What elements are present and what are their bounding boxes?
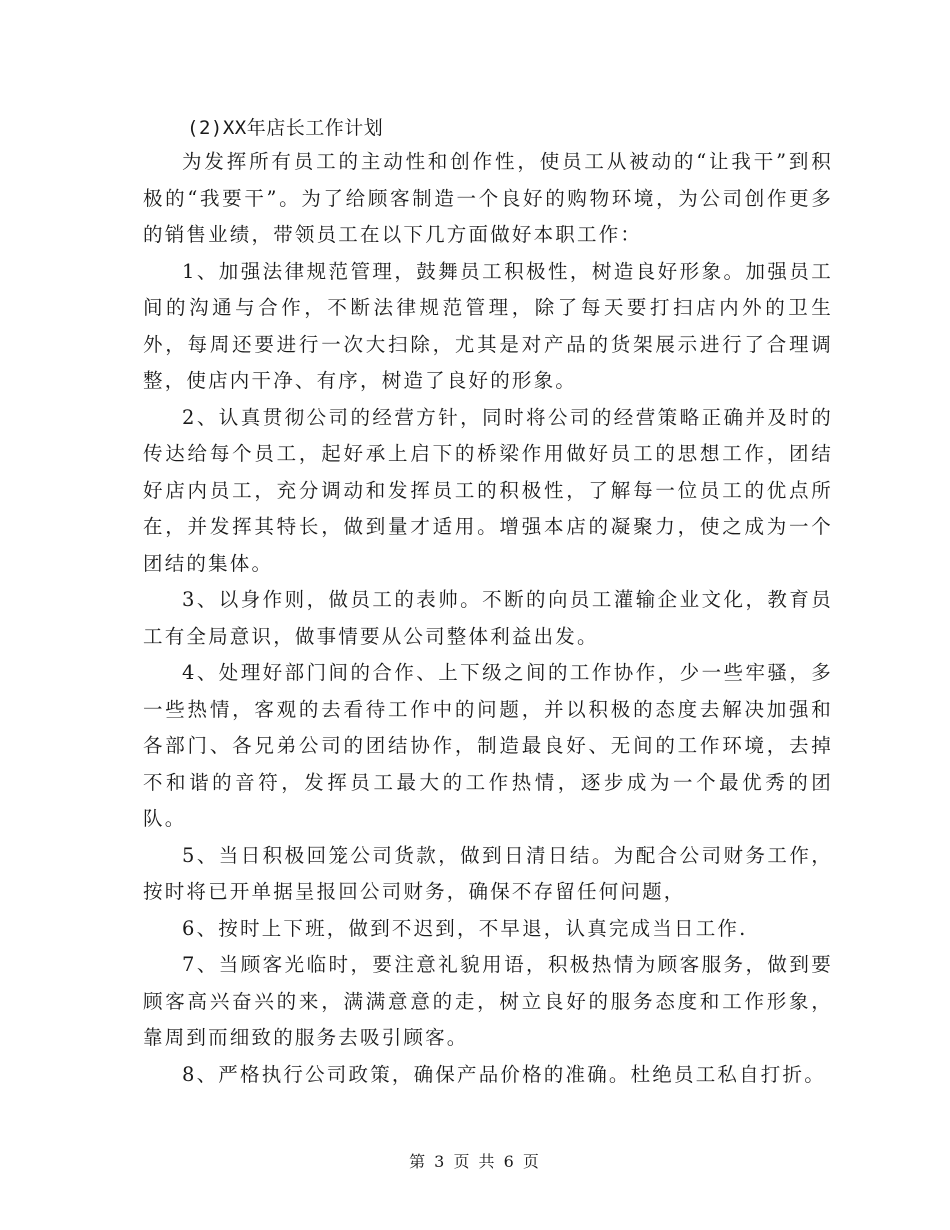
paragraph-item-8: 8、严格执行公司政策，确保产品价格的准确。杜绝员工私自打折。 [182,1062,826,1086]
section-title: (2)XX年店长工作计划 [187,117,384,139]
document-body [143,112,833,1093]
paragraph-item-2: 2、认真贯彻公司的经营方针，同时将公司的经营策略正确并及时的传达给每个员工，起好承上启下的桥梁作用做好员工的思想工作，团结好店内员工，充分调动和发挥员工的积极性，了解每一位员工的优点所在，并发挥其特长，做到量才适用。增强本店的凝聚力，使之成为一个团结的集体。 [143,405,833,575]
intro-paragraph: 为发挥所有员工的主动性和创作性，使员工从被动的“让我干”到积极的“我要干”。为了给顾客制造一个良好的购物环境，为公司创作更多的销售业绩，带领员工在以下几方面做好本职工作： [143,150,833,246]
paragraph-item-1: 1、加强法律规范管理，鼓舞员工积极性，树造良好形象。加强员工间的沟通与合作，不断法律规范管理，除了每天要打扫店内外的卫生外，每周还要进行一次大扫除，尤其是对产品的货架展示进行了合理调整，使店内干净、有序，树造了良好的形象。 [143,259,833,392]
paragraph-item-6: 6、按时上下班，做到不迟到，不早退，认真完成当日工作. [182,916,748,940]
paragraph-item-3: 3、以身作则，做员工的表帅。不断的向员工灌输企业文化，教育员工有全局意识，做事情要从公司整体利益出发。 [143,588,833,648]
paragraph-item-5: 5、当日积极回笼公司货款，做到日清日结。为配合公司财务工作，按时将已开单据呈报回公司财务，确保不存留任何问题， [143,843,833,903]
paragraph-item-4: 4、处理好部门间的合作、上下级之间的工作协作，少一些牢骚，多一些热情，客观的去看待工作中的问题，并以积极的态度去解决加强和各部门、各兄弟公司的团结协作，制造最良好、无间的工作环境，去掉不和谐的音符，发挥员工最大的工作热情，逐步成为一个最优秀的团队。 [143,661,833,830]
page-number-footer: 第 3 页 共 6 页 [409,1152,541,1171]
paragraph-item-7: 7、当顾客光临时，要注意礼貌用语，积极热情为顾客服务，做到要顾客高兴奋兴的来，满满意意的走，树立良好的服务态度和工作形象，靠周到而细致的服务去吸引顾客。 [143,953,833,1049]
